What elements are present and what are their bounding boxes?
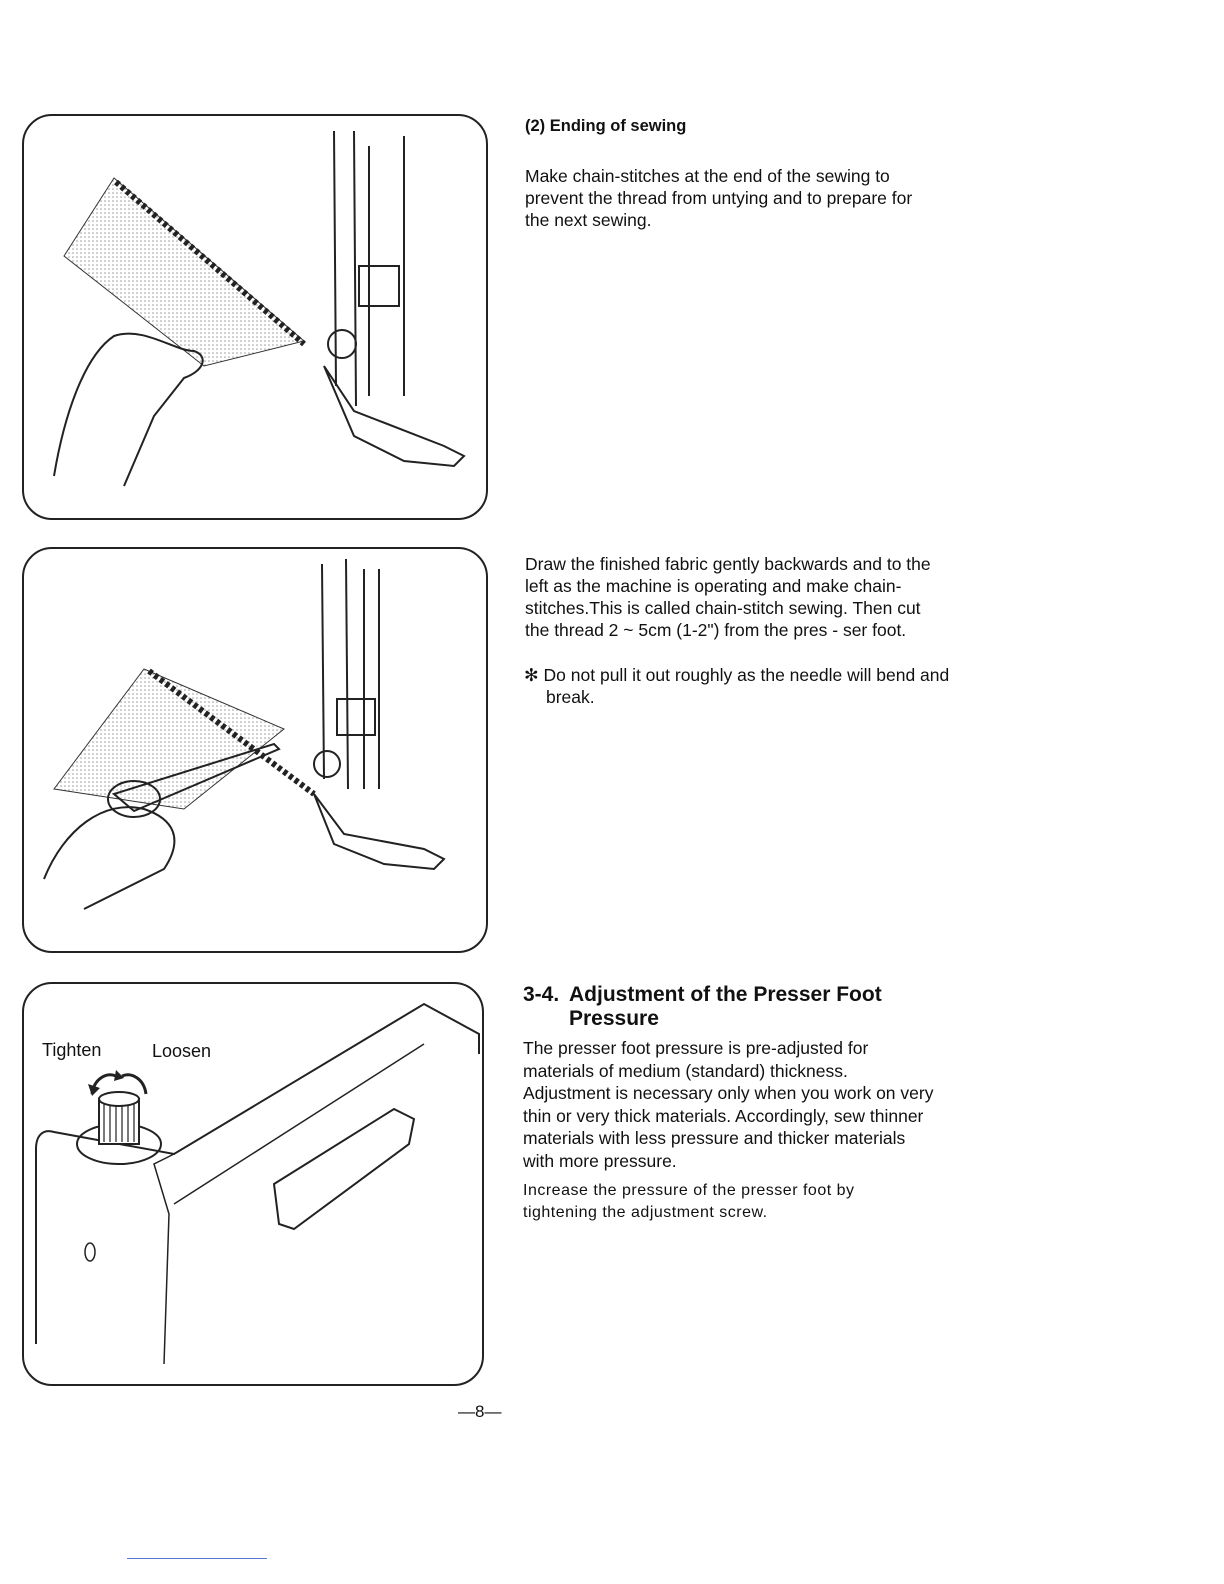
cutting-illustration bbox=[24, 549, 486, 951]
sewing-illustration bbox=[24, 116, 486, 518]
figure-ending-of-sewing bbox=[22, 114, 488, 520]
caution-note bbox=[524, 664, 964, 708]
screw-knob bbox=[328, 330, 356, 358]
ending-paragraph: Make chain-stitches at the end of the sewing to prevent the thread from untying and to prepare for the next sewing. bbox=[525, 166, 913, 230]
presser-foot bbox=[324, 366, 464, 466]
note-symbol: ✻ bbox=[524, 665, 539, 685]
sub-heading-ending-of-sewing: (2) Ending of sewing bbox=[525, 117, 687, 135]
label-loosen: Loosen bbox=[152, 1041, 212, 1061]
section-title-line1: Adjustment of the Presser Foot bbox=[569, 983, 882, 1006]
screw-knob bbox=[314, 751, 340, 777]
draw-paragraph: Draw the finished fabric gently backwards and to the left as the machine is operating and make chain-stitches.This is called chain-stitch sewing. Then cut the thread 2 ~ 5cm (1-2") from the pres - ser foot. bbox=[525, 554, 931, 640]
section-number: 3-4. bbox=[523, 983, 560, 1006]
figure-chain-stitch-cutting bbox=[22, 547, 488, 953]
fabric bbox=[64, 178, 304, 366]
increase-paragraph: Increase the pressure of the presser foot by tightening the adjustment screw. bbox=[523, 1182, 855, 1221]
needle-bar bbox=[322, 559, 379, 789]
hand bbox=[54, 334, 203, 486]
presser-foot bbox=[314, 794, 444, 869]
note-text: Do not pull it out roughly as the needle will bend and break. bbox=[543, 665, 950, 707]
section-title-presser-foot-pressure bbox=[523, 983, 882, 1031]
pressure-paragraph: The presser foot pressure is pre-adjusted for materials of medium (standard) thickness. Adjustment is necessary only when you work on very thin or very thick materials. Accordingly, sew thinner materials with less pressure and thicker materials with more pressure. bbox=[523, 1038, 934, 1171]
hand bbox=[44, 807, 174, 909]
needle-bar bbox=[334, 131, 404, 406]
page-number: —8— bbox=[458, 1402, 502, 1421]
machine-body bbox=[36, 1004, 479, 1344]
fabric bbox=[54, 669, 284, 809]
label-tighten: Tighten bbox=[42, 1040, 102, 1060]
section-title-line2: Pressure bbox=[569, 1007, 659, 1030]
footer-rule bbox=[127, 1558, 267, 1559]
loosen-arrow bbox=[122, 1075, 146, 1094]
